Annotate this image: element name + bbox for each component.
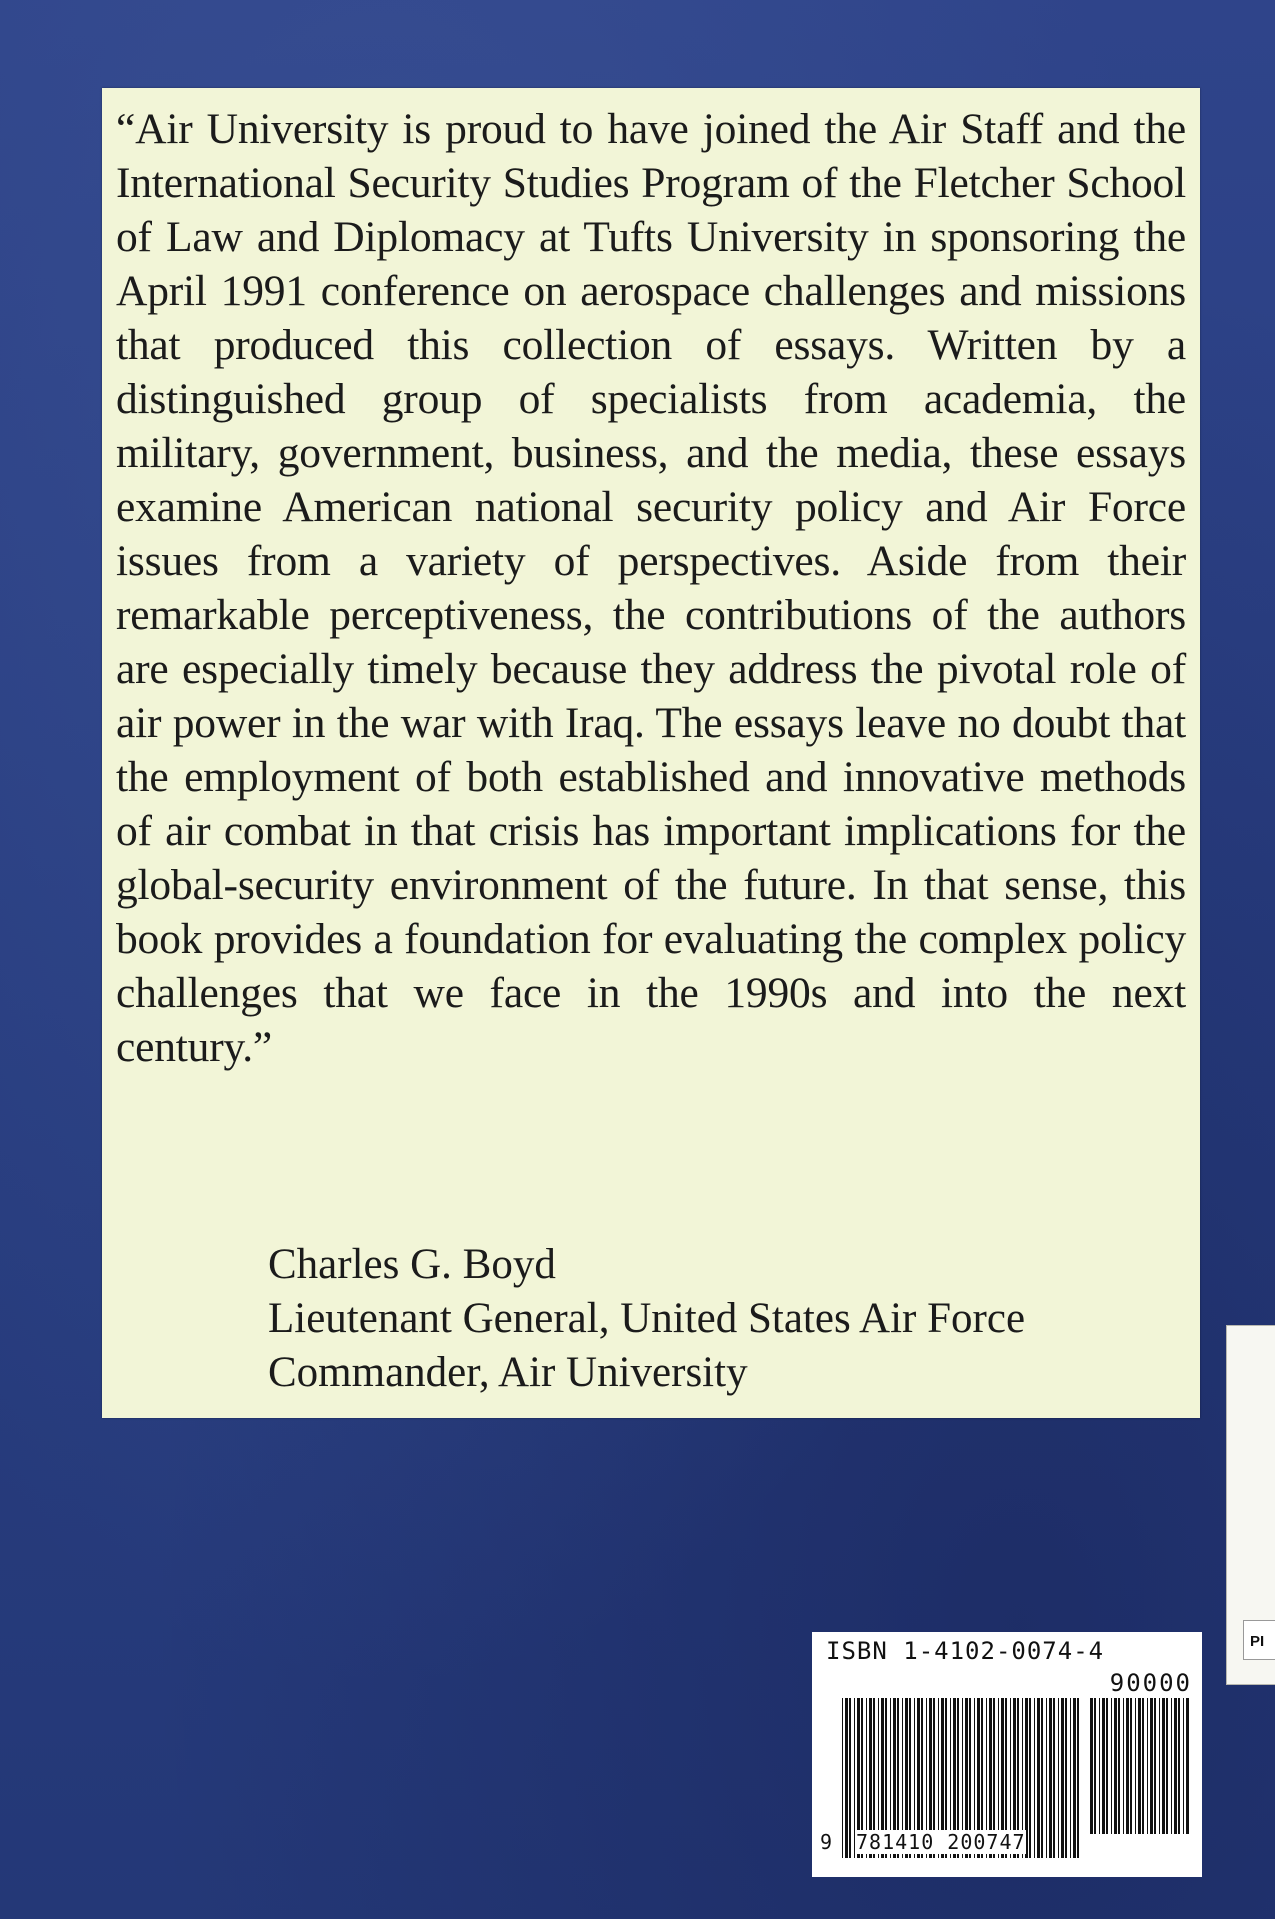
barcode-bar (1126, 1698, 1129, 1834)
barcode-bar (849, 1698, 851, 1858)
barcode-bar (1147, 1698, 1148, 1834)
barcode-bar (1070, 1698, 1071, 1858)
barcode-bar (845, 1698, 848, 1858)
barcode-bar (1053, 1698, 1055, 1858)
attribution-position: Commander, Air University (268, 1349, 748, 1396)
barcode-digits: 781410 200747 (856, 1830, 1026, 1854)
barcode-bar (1118, 1698, 1120, 1834)
library-tab-label: PI (1243, 1620, 1275, 1660)
barcode-bar (842, 1698, 843, 1858)
barcode-bar (1065, 1698, 1067, 1858)
barcode-bar (1102, 1698, 1105, 1834)
barcode-bar (1154, 1698, 1156, 1834)
barcode-bar (1090, 1698, 1093, 1834)
barcode-bar (1171, 1698, 1172, 1834)
barcode-addon-bars (1090, 1698, 1190, 1834)
barcode-bar (1041, 1698, 1043, 1858)
barcode-bar (1183, 1698, 1184, 1834)
attribution-rank: Lieutenant General, United States Air Force (268, 1295, 1026, 1342)
barcode-bar (1166, 1698, 1168, 1834)
barcode-bar (854, 1698, 855, 1858)
barcode-bar (1159, 1698, 1160, 1834)
quote-panel (102, 88, 1200, 1418)
barcode-bar (1178, 1698, 1180, 1834)
endorsement-quote: “Air University is proud to have joined the Air Staff and the International Security Studies Program of the Fletcher School of Law and Diplomacy at Tufts University in sponsoring the April 1991 conference on aerospace challenges and missions that produced this collection of essays. Written by a distinguished group of specialists from academia, the military, government, business, and the media, these essays examine American national security policy and Air Force issues from a variety of perspectives. Aside from their remarkable perceptiveness, the contributions of the authors are especially timely because they address the pivotal role of air power in the war with Iraq. The essays leave no doubt that the employment of both established and innovative methods of air combat in that crisis has important implications for the global-security environment of the future. In that sense, this book provides a foundation for evaluating the complex policy challenges that we face in the 1990s and into the next century.” (116, 105, 1186, 1071)
isbn-number: ISBN 1-4102-0074-4 (826, 1637, 1105, 1665)
barcode-bar (1138, 1698, 1141, 1834)
barcode-bar (1029, 1698, 1031, 1858)
barcode-bar (1049, 1698, 1052, 1858)
barcode-bar (1123, 1698, 1124, 1834)
price-code: 90000 (1109, 1669, 1192, 1697)
barcode-bar (1073, 1698, 1076, 1858)
barcode-bar (1058, 1698, 1059, 1858)
barcode-bar (1114, 1698, 1117, 1834)
barcode-bar (1106, 1698, 1108, 1834)
barcode-bar (1077, 1698, 1079, 1858)
barcode-bar (1111, 1698, 1112, 1834)
attribution (268, 1238, 1025, 1400)
barcode-bar (1142, 1698, 1144, 1834)
barcode-bar (1099, 1698, 1100, 1834)
barcode-lead-digit: 9 (820, 1830, 833, 1854)
barcode-bar (1174, 1698, 1177, 1834)
barcode-bar (1094, 1698, 1096, 1834)
barcode-bar (1150, 1698, 1153, 1834)
barcode-bar (1130, 1698, 1132, 1834)
barcode-bar (1162, 1698, 1165, 1834)
barcode-bar (1034, 1698, 1035, 1858)
barcode-bar (1046, 1698, 1047, 1858)
attribution-name: Charles G. Boyd (268, 1241, 556, 1288)
barcode-bar (1061, 1698, 1064, 1858)
barcode-bar (1186, 1698, 1189, 1834)
isbn-barcode (812, 1632, 1202, 1877)
barcode-bar (1037, 1698, 1040, 1858)
barcode-bar (1135, 1698, 1136, 1834)
